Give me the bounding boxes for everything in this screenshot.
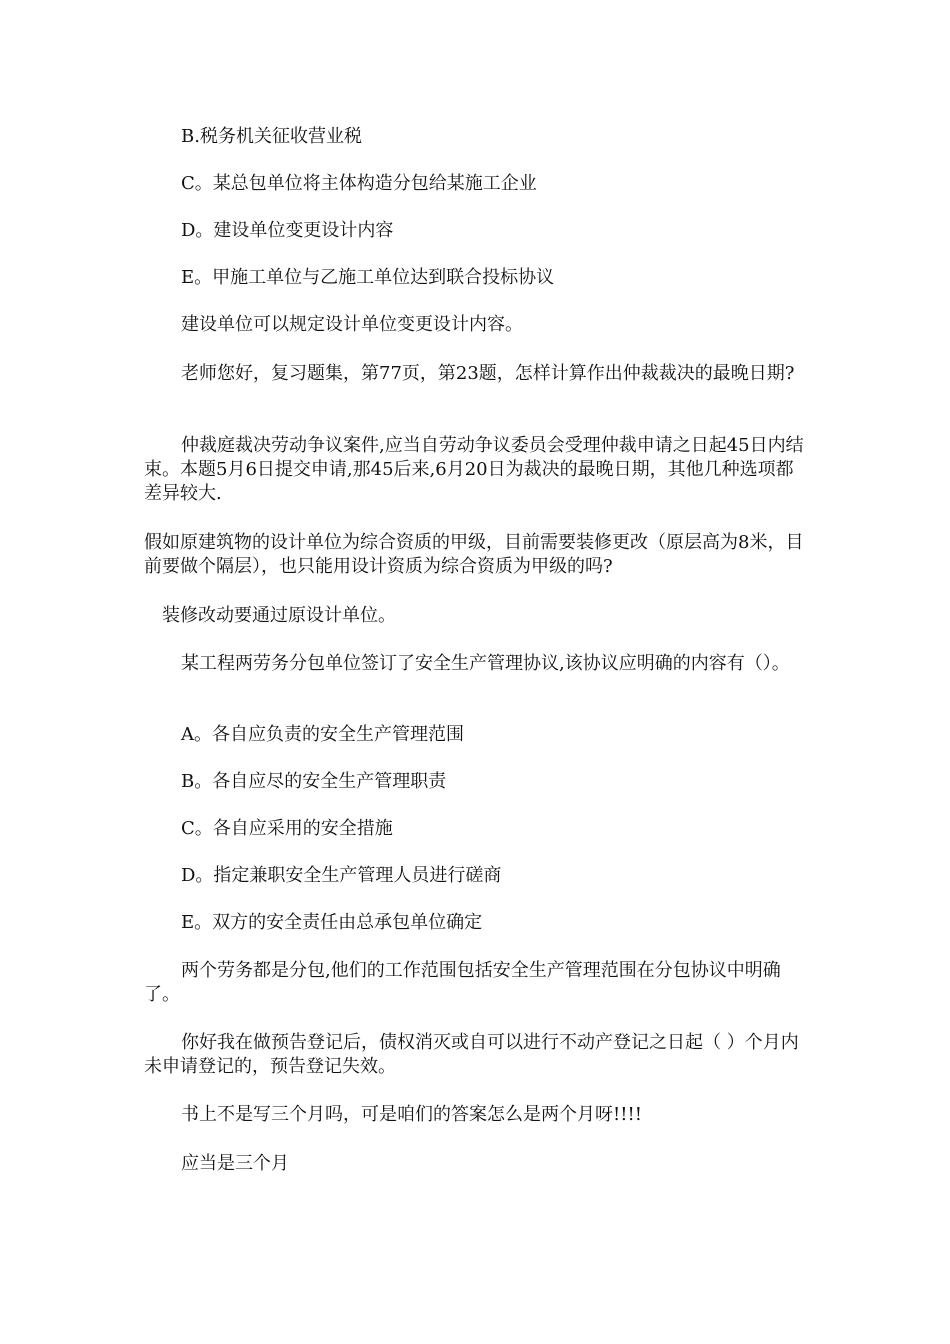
option-b-duties: B。各自应尽的安全生产管理职责 [181, 771, 447, 792]
answer-arbitration-date: 仲裁庭裁决劳动争议案件,应当自劳动争议委员会受理仲裁申请之日起45日内结束。本题5月6日提交申请,那45后来,6月20日为裁决的最晚日期，其他几种选项都差异较大. [144, 435, 804, 504]
option-b-tax: B.税务机关征收营业税 [181, 126, 362, 147]
option-a-scope: A。各自应负责的安全生产管理范围 [181, 724, 464, 745]
option-d-personnel: D。指定兼职安全生产管理人员进行磋商 [181, 865, 502, 886]
answer-design-change: 建设单位可以规定设计单位变更设计内容。 [181, 314, 523, 335]
question-arbitration-date: 老师您好，复习题集，第77页，第23题，怎样计算作出仲裁裁决的最晚日期? [181, 363, 795, 384]
answer-design-qualification: 装修改动要通过原设计单位。 [162, 605, 396, 626]
followup-question: 书上不是写三个月吗，可是咱们的答案怎么是两个月呀!!!! [181, 1104, 642, 1125]
option-c-subcontract: C。某总包单位将主体构造分包给某施工企业 [181, 173, 537, 194]
question-advance-registration: 你好我在做预告登记后，债权消灭或自可以进行不动产登记之日起（ ）个月内未申请登记的，预告登记失效。 [144, 1032, 799, 1077]
option-e-joint-bid: E。甲施工单位与乙施工单位达到联合投标协议 [181, 267, 555, 288]
option-c-measures: C。各自应采用的安全措施 [181, 818, 393, 839]
option-e-responsibility: E。双方的安全责任由总承包单位确定 [181, 912, 483, 933]
answer-three-months: 应当是三个月 [181, 1153, 289, 1174]
question-safety-agreement: 某工程两劳务分包单位签订了安全生产管理协议,该协议应明确的内容有（）。 [181, 653, 790, 674]
answer-safety-agreement: 两个劳务都是分包,他们的工作范围包括安全生产管理范围在分包协议中明确了。 [144, 960, 781, 1005]
question-design-qualification: 假如原建筑物的设计单位为综合资质的甲级，目前需要装修更改（原层高为8米，目前要做个隔层），也只能用设计资质为综合资质为甲级的吗? [144, 532, 804, 577]
option-d-design-change: D。建设单位变更设计内容 [181, 220, 394, 241]
